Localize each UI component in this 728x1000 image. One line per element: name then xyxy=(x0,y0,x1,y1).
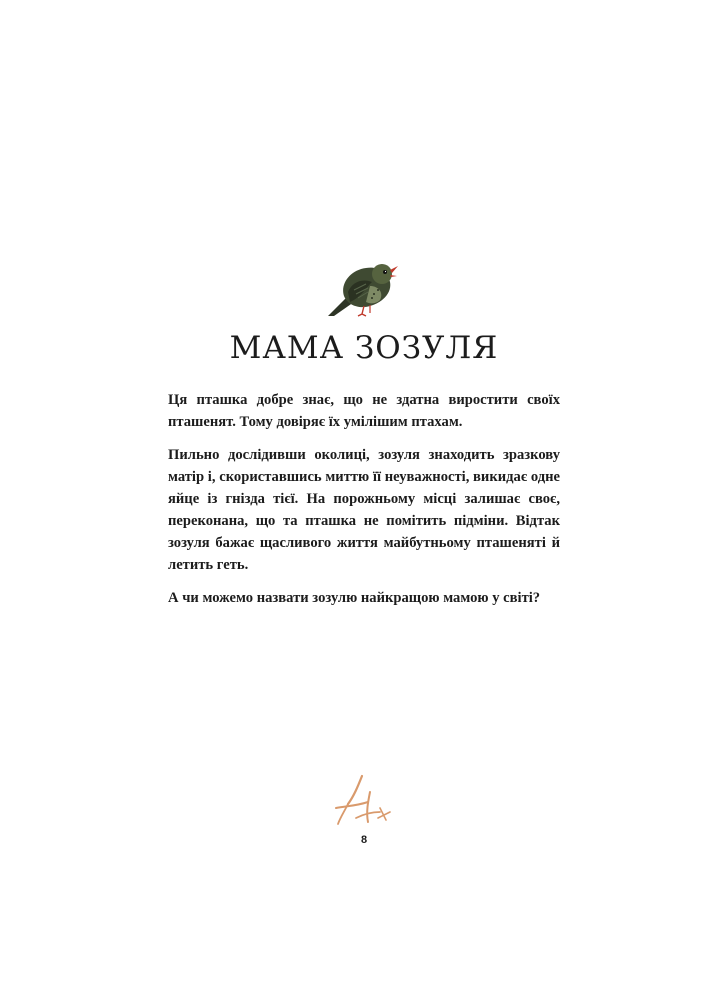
paragraph-3: А чи можемо назвати зозулю найкращою мамою у світі? xyxy=(168,590,541,606)
body-text xyxy=(168,389,560,620)
chapter-title: МАМА ЗОЗУЛЯ xyxy=(229,330,499,366)
page-number: 8 xyxy=(360,834,368,846)
bird-illustration xyxy=(326,256,402,320)
feather-ornament-icon xyxy=(332,772,396,828)
paragraph-1: Ця пташка добре знає, що не здатна виростити своїх пташенят. Тому довіряє їх умілішим птахам. xyxy=(168,392,560,430)
paragraph-2: Пильно дослідивши околиці, зозуля знаходить зразкову матір і, скориставшись миттю її неуважності, викидає одне яйце із гнізда тієї. На порожньому місці залишає своє, переконана, що та пташка не помітить підміни. Відтак зозуля бажає щасливого життя майбутньому пташеняті й летить геть. xyxy=(168,447,560,573)
